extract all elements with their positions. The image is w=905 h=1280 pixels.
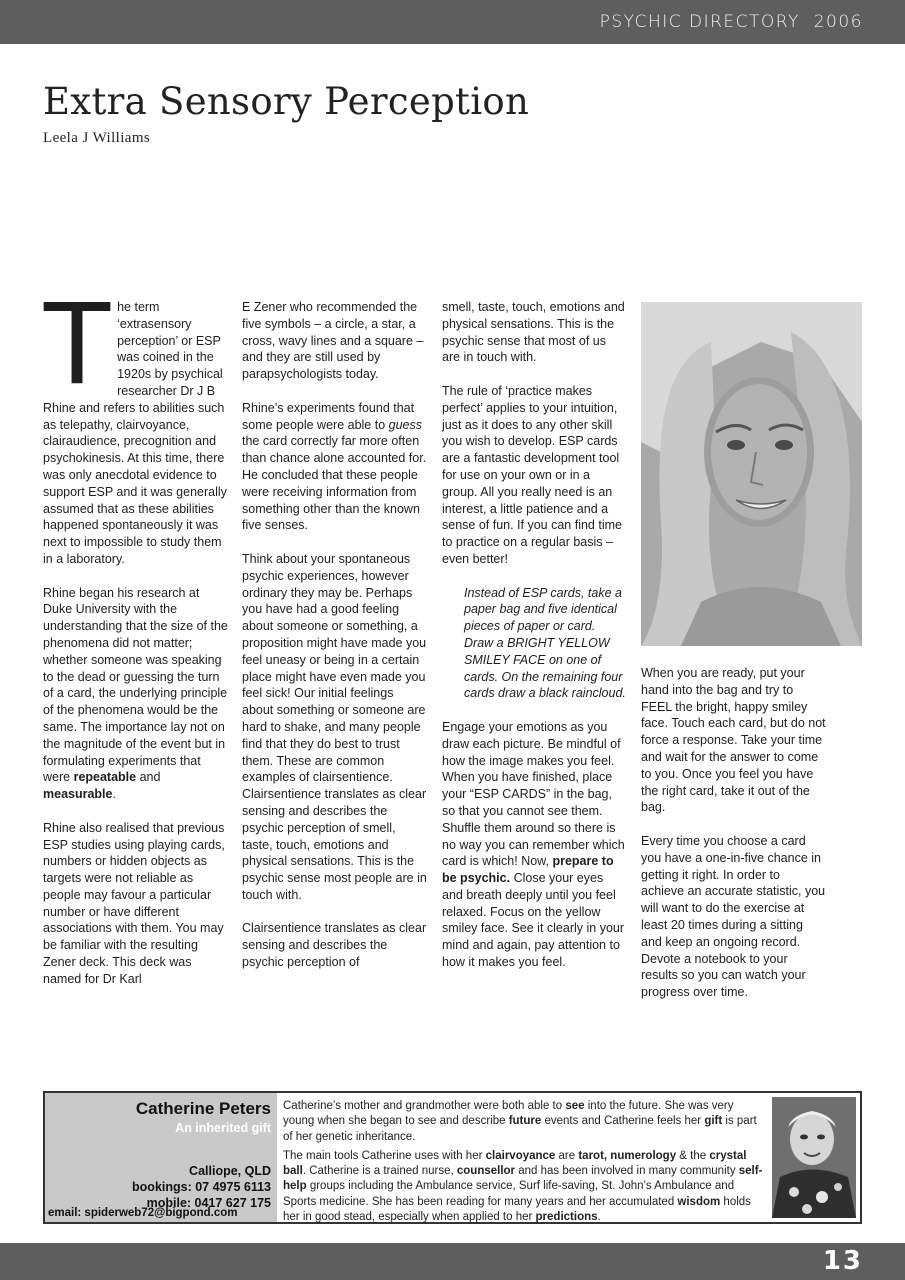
ad-contact-details [132, 1163, 271, 1211]
ad-email: email: spiderweb72@bigpond.com [48, 1207, 238, 1219]
portrait-illustration [641, 302, 862, 646]
page-number: 13 [822, 1246, 863, 1276]
ad-paragraph: The main tools Catherine uses with her clairvoyance are tarot, numerology & the crystal ball. Catherine is a trained nurse, counsellor and has been involved in many community self-help groups including the Ambulance service, Surf life-saving, St. John’s Ambulance and Sports medicine. She has been reading for many years and her accumulated wisdom holds her in good stead, especially when applied to her predictions. [283, 1149, 763, 1224]
publication-name: PSYCHIC DIRECTORY [599, 12, 800, 32]
paragraph: Clairsentience translates as clear sensing and describes the psychic perception of [242, 921, 427, 970]
ad-photo [772, 1097, 856, 1218]
paragraph: When you are ready, put your hand into the bag and try to FEEL the bright, happy smiley face. Touch each card, but do not force a response. Take your time and wait for the answer to come to you. Once you feel you have the right card, take it out of the bag. [641, 666, 826, 815]
paragraph: Rhine began his research at Duke University with the understanding that the size of the phenomena did not matter; whether someone was speaking to the dead or guessing the turn of a card, the underlying principle of the phenomena would be the same. The importance lay not on the magnitude of the event but in formulating experiments that were repeatable and measurable. [43, 585, 228, 802]
article-column-1 [41, 277, 228, 1004]
paragraph: Every time you choose a card you have a one-in-five chance in getting it right. In order to achieve an accurate statistic, you will want to do the exercise at least 20 times during a sitting and keep an ongoing record. Devote a notebook to your results so you can watch your progress over time. [641, 833, 826, 1000]
exercise-instructions: Instead of ESP cards, take a paper bag and five identical pieces of paper or card. Draw a BRIGHT YELLOW SMILEY FACE on one of cards. On the remaining four cards draw a black raincloud. [464, 585, 626, 701]
article-author: Leela J Williams [43, 130, 151, 146]
ad-bookings: bookings: 07 4975 6113 [132, 1180, 271, 1194]
paragraph: Rhine’s experiments found that some people were able to guess the card correctly far more often than chance alone accounted for. He concluded that these people were receiving information from something other than the known five senses. [242, 400, 427, 533]
paragraph: E Zener who recommended the five symbols – a circle, a star, a cross, wavy lines and a square – and they are still used by parapsychologists today. [242, 300, 424, 382]
author-photo [641, 302, 862, 646]
article-column-2 [242, 299, 427, 988]
advertisement [43, 1091, 862, 1224]
paragraph: The rule of ‘practice makes perfect’ applies to your intuition, just as it does to any other skill you wish to develop. ESP cards are a fantastic development tool for use on your own or in a group. All you really need is an interest, a little patience and a sense of fun. If you can find time to practice on a regular basis – even better! [442, 383, 622, 566]
ad-mobile: mobile: 0417 627 175 [146, 1196, 271, 1210]
header-bar [0, 0, 905, 44]
ad-description [283, 1099, 765, 1229]
paragraph: Rhine also realised that previous ESP studies using playing cards, numbers or hidden objects as targets were not reliable as people may favour a particular number or have different associations with them. You may be familiar with the resulting Zener deck. This deck was named for Dr Karl [43, 820, 225, 986]
ad-portrait-illustration [772, 1097, 856, 1218]
drop-cap: T [41, 277, 114, 409]
article-column-4 [641, 665, 826, 1018]
paragraph: Engage your emotions as you draw each picture. Be mindful of how the image makes you feel. When you have finished, place your “ESP CARDS” in the bag, so that you cannot see them. Shuffle them around so there is no way you can remember which card is which! Now, prepare to be psychic. Close your eyes and breath deeply until you feel relaxed. Focus on the yellow smiley face. See it clearly in your mind and again, pay attention to how it makes you feel. [442, 719, 625, 970]
publication-year: 2006 [813, 12, 863, 32]
ad-tagline: An inherited gift [175, 1121, 271, 1135]
paragraph: The term ‘extrasensory perception’ or ESP was coined in the 1920s by psychical researcher Dr J B Rhine and refers to abilities such as telepathy, clairvoyance, clairaudience, precognition and psychokinesis. At this time, there was only anecdotal evidence to support ESP and it was generally assumed that as these abilities happened spontaneously it was next to impossible to study them in a laboratory. [41, 277, 227, 566]
paragraph: smell, taste, touch, emotions and physical sensations. This is the psychic sense that most of us are in touch with. [442, 300, 625, 365]
ad-contact-panel [45, 1093, 277, 1222]
footer-bar [0, 1243, 905, 1280]
paragraph: Think about your spontaneous psychic experiences, however ordinary they may be. Perhaps you have had a good feeling about someone or something, a proposition might have made you feel uneasy or being in a certain place might have even made you feel sick! Our initial feelings about something or someone are hard to shake, and many people find that they do best to trust them. These are common examples of clairsentience. Clairsentience translates as clear sensing and describes the psychic perception of smell, taste, touch, emotions and physical sensations. This is the psychic sense most people are in touch with. [242, 551, 427, 902]
ad-paragraph: Catherine’s mother and grandmother were both able to see into the future. She was very young when she began to see and describe future events and Catherine feels her gift is part of her genetic inheritance. [283, 1100, 757, 1143]
ad-name: Catherine Peters [135, 1099, 271, 1118]
article-title: Extra Sensory Perception [43, 80, 530, 123]
ad-location: Calliope, QLD [189, 1164, 271, 1178]
article-column-3 [442, 299, 627, 988]
running-header [600, 12, 863, 32]
